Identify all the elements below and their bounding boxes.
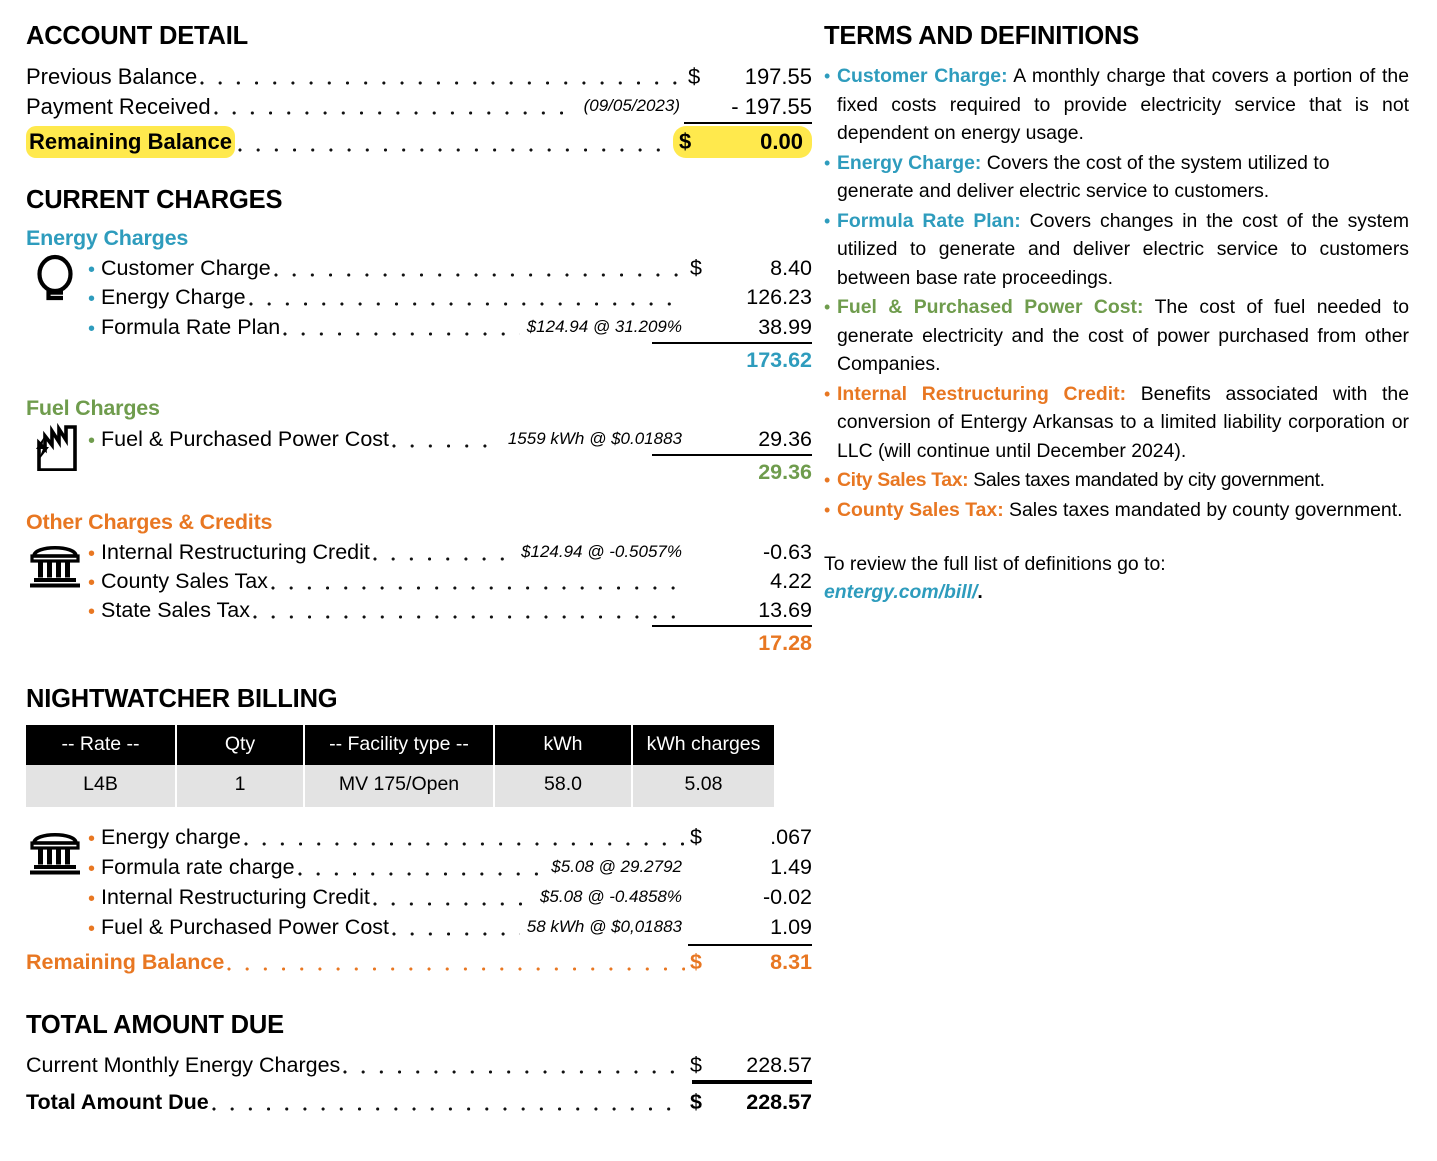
dot-leader xyxy=(227,967,685,971)
cell-rate: L4B xyxy=(26,765,176,807)
nw-row-fuel-purchased-power xyxy=(88,912,812,942)
dot-leader xyxy=(271,586,685,590)
definition-term: Fuel & Purchased Power Cost: xyxy=(837,296,1144,319)
row-amount: 228.57 xyxy=(746,1090,812,1115)
bullet-icon: • xyxy=(88,888,96,911)
dot-leader xyxy=(373,557,514,561)
group-title: Fuel Charges xyxy=(26,395,160,420)
dot-leader xyxy=(244,842,685,846)
cell-facility-type: MV 175/Open xyxy=(304,765,494,807)
bullet-icon: • xyxy=(88,601,96,624)
row-amount: 13.69 xyxy=(758,598,812,623)
nw-row-formula-rate-charge xyxy=(88,852,812,882)
row-label: Remaining Balance xyxy=(26,950,225,975)
dot-leader xyxy=(253,615,685,619)
dot-leader xyxy=(200,81,683,85)
row-amount: 38.99 xyxy=(758,314,812,339)
row-currency: $ xyxy=(690,1090,702,1115)
rate-detail: $124.94 @ 31.209% xyxy=(526,316,682,336)
row-amount: .067 xyxy=(770,825,812,850)
dot-leader xyxy=(214,111,577,115)
definition-text xyxy=(837,466,1409,495)
charge-row-customer-charge xyxy=(88,254,812,283)
bullet-icon: • xyxy=(88,258,96,281)
definition-text xyxy=(837,62,1409,148)
definition-customer-charge xyxy=(824,62,1409,148)
subtotal-amount: 173.62 xyxy=(746,347,812,372)
group-title: Other Charges & Credits xyxy=(26,509,273,534)
subtotal-rule xyxy=(688,944,812,946)
bullet-icon: • xyxy=(88,543,96,566)
row-currency: $ xyxy=(690,825,702,850)
subtotal-fuel-charges xyxy=(88,458,812,486)
account-detail-rows xyxy=(26,62,812,158)
charge-row-county-sales-tax xyxy=(88,567,812,596)
total-row-current-monthly-energy-charges xyxy=(26,1051,812,1080)
definition-formula-rate-plan xyxy=(824,207,1409,293)
row-label: Energy Charge xyxy=(101,284,246,309)
group-title: Energy Charges xyxy=(26,226,189,251)
row-label: State Sales Tax xyxy=(101,598,251,623)
definitions-list xyxy=(824,62,1409,524)
row-label: County Sales Tax xyxy=(101,569,268,594)
footnote-line: To review the full list of definitions go to: xyxy=(824,553,1166,576)
row-amount: -0.02 xyxy=(762,885,812,910)
definition-text xyxy=(837,293,1409,379)
dot-leader xyxy=(238,148,668,152)
definition-county-sales-tax xyxy=(824,496,1409,525)
bank-building-icon xyxy=(26,534,84,592)
bullet-icon: • xyxy=(824,499,831,520)
account-row-payment-received xyxy=(26,91,812,121)
rate-detail: $124.94 @ -0.5057% xyxy=(521,542,682,562)
account-row-remaining-balance xyxy=(26,126,812,158)
cell-kwh: 58.0 xyxy=(494,765,632,807)
bullet-icon: • xyxy=(824,297,831,318)
remaining-balance-amount-box xyxy=(673,126,812,158)
definition-text xyxy=(837,149,1409,206)
dot-leader xyxy=(392,932,520,936)
dot-leader xyxy=(392,444,501,448)
bank-building-icon xyxy=(26,821,84,879)
row-currency: $ xyxy=(690,950,702,975)
row-label-highlighted: Remaining Balance xyxy=(26,126,235,158)
group-body xyxy=(26,537,812,657)
row-label: Current Monthly Energy Charges xyxy=(26,1053,341,1078)
cell-qty: 1 xyxy=(176,765,304,807)
definition-text xyxy=(837,380,1409,466)
right-column xyxy=(812,0,1437,1161)
nightwatcher-billing-title: NIGHTWATCHER BILLING xyxy=(26,685,338,714)
dot-leader xyxy=(283,332,519,336)
definition-text xyxy=(837,207,1409,293)
nightwatcher-remaining-balance xyxy=(26,948,812,977)
footnote-link-period: . xyxy=(977,581,983,604)
group-nightwatcher-charges xyxy=(26,823,812,977)
table-header-row xyxy=(26,725,774,765)
row-label: Formula Rate Plan xyxy=(101,314,281,339)
dot-leader xyxy=(373,902,533,906)
bullet-icon: • xyxy=(824,383,831,404)
dot-leader xyxy=(249,302,685,306)
definition-text xyxy=(837,496,1409,525)
row-currency: $ xyxy=(690,1053,702,1078)
lightbulb-icon xyxy=(26,252,84,310)
charge-row-internal-restructuring-credit xyxy=(88,537,812,567)
subtotal-rule xyxy=(652,625,812,627)
row-amount: 1.49 xyxy=(770,855,812,880)
row-currency: $ xyxy=(690,255,702,280)
group-fuel-charges xyxy=(26,396,812,486)
power-plant-icon xyxy=(28,418,86,476)
charge-row-state-sales-tax xyxy=(88,596,812,625)
dot-leader xyxy=(212,1107,685,1111)
row-amount: 8.40 xyxy=(770,255,812,280)
bullet-icon: • xyxy=(824,210,831,231)
bullet-icon: • xyxy=(88,858,96,881)
bullet-icon: • xyxy=(88,918,96,941)
definition-term: City Sales Tax: xyxy=(837,469,969,492)
group-body xyxy=(26,254,812,374)
account-row-previous-balance xyxy=(26,62,812,91)
terms-and-definitions-title: TERMS AND DEFINITIONS xyxy=(824,22,1140,50)
subtotal-energy-charges xyxy=(88,346,812,374)
row-label: Formula rate charge xyxy=(101,855,295,880)
charge-row-formula-rate-plan xyxy=(88,312,812,342)
definition-fuel-purchased-power-cost xyxy=(824,293,1409,379)
row-label: Payment Received xyxy=(26,94,211,120)
definition-body: Covers the cost of the system utilized to generate and deliver electric service to customers. xyxy=(837,151,1330,203)
definition-body: The cost of fuel needed to generate electricity and the cost of power purchased from other Companies. xyxy=(837,296,1409,376)
nightwatcher-table xyxy=(26,725,774,807)
subtotal-rule xyxy=(684,122,812,124)
row-amount: 4.22 xyxy=(770,569,812,594)
definition-body: Benefits associated with the conversion of Entergy Arkansas to a limited liability corporation or LLC (will continue until December 2024). xyxy=(837,382,1409,462)
bullet-icon: • xyxy=(88,828,96,851)
charge-row-energy-charge xyxy=(88,283,812,312)
subtotal-rule xyxy=(652,454,812,456)
row-amount: 1.09 xyxy=(770,915,812,940)
total-double-rule xyxy=(692,1080,812,1084)
definition-city-sales-tax xyxy=(824,466,1409,495)
row-label: Energy charge xyxy=(101,825,241,850)
row-currency: $ xyxy=(679,129,692,155)
column-header-facility-type: -- Facility type -- xyxy=(304,725,494,765)
payment-date: (09/05/2023) xyxy=(583,96,680,116)
rate-detail: 1559 kWh @ $0.01883 xyxy=(507,428,682,448)
bullet-icon: • xyxy=(824,470,831,491)
nw-row-internal-restructuring-credit xyxy=(88,882,812,912)
table-row xyxy=(26,765,774,807)
row-amount: 8.31 xyxy=(770,950,812,975)
charge-row-fuel-purchased-power xyxy=(88,424,812,454)
row-label: Internal Restructuring Credit xyxy=(101,540,370,565)
cell-kwh-charges: 5.08 xyxy=(632,765,774,807)
row-currency: $ xyxy=(688,64,701,90)
rate-detail: $5.08 @ 29.2792 xyxy=(551,857,682,877)
column-header-rate: -- Rate -- xyxy=(26,725,176,765)
column-header-kwh-charges: kWh charges xyxy=(632,725,774,765)
bullet-icon: • xyxy=(824,66,831,87)
row-label: Fuel & Purchased Power Cost xyxy=(101,426,390,451)
subtotal-amount: 29.36 xyxy=(758,459,812,484)
footnote-link-line xyxy=(824,578,1409,606)
total-row-total-amount-due xyxy=(26,1088,812,1117)
group-energy-charges xyxy=(26,226,812,374)
row-amount: - 197.55 xyxy=(731,94,812,120)
entergy-bill-link[interactable]: entergy.com/bill/ xyxy=(824,581,978,604)
dot-leader xyxy=(298,872,545,876)
dot-leader xyxy=(274,273,685,277)
subtotal-amount: 17.28 xyxy=(758,631,812,656)
group-body xyxy=(26,424,812,486)
bullet-icon: • xyxy=(88,429,96,452)
column-header-kwh: kWh xyxy=(494,725,632,765)
row-label: Internal Restructuring Credit xyxy=(101,885,370,910)
row-label: Total Amount Due xyxy=(26,1090,209,1115)
subtotal-rule xyxy=(652,342,812,344)
row-label: Fuel & Purchased Power Cost xyxy=(101,915,390,940)
definition-body: A monthly charge that covers a portion of the fixed costs required to provide electricity service that is not dependent on energy usage. xyxy=(837,65,1409,145)
total-amount-due-block xyxy=(26,1011,812,1117)
definition-internal-restructuring-credit xyxy=(824,380,1409,466)
row-label: Previous Balance xyxy=(26,64,198,90)
column-header-qty: Qty xyxy=(176,725,304,765)
definition-body: Sales taxes mandated by county government. xyxy=(1003,498,1403,521)
row-amount: 228.57 xyxy=(746,1053,812,1078)
nw-row-energy-charge xyxy=(88,823,812,852)
definition-term: County Sales Tax: xyxy=(837,498,1004,521)
bullet-icon: • xyxy=(88,572,96,595)
bullet-icon: • xyxy=(88,287,96,310)
row-label: Customer Charge xyxy=(101,255,271,280)
definition-term: Customer Charge: xyxy=(837,65,1008,88)
current-charges-title: CURRENT CHARGES xyxy=(26,186,283,215)
row-amount: 29.36 xyxy=(758,426,812,451)
definition-term: Internal Restructuring Credit: xyxy=(837,382,1127,405)
definition-body: Covers changes in the cost of the system utilized to generate and deliver electric service to customers between base rate proceedings. xyxy=(837,209,1409,289)
definition-body: Sales taxes mandated by city government. xyxy=(968,469,1325,492)
definition-energy-charge xyxy=(824,149,1409,206)
row-amount: 197.55 xyxy=(744,64,812,90)
bullet-icon: • xyxy=(88,317,96,340)
dot-leader xyxy=(343,1070,685,1074)
row-amount: -0.63 xyxy=(762,540,812,565)
definition-term: Energy Charge: xyxy=(837,151,982,174)
definition-term: Formula Rate Plan: xyxy=(837,209,1021,232)
row-amount: 0.00 xyxy=(760,129,803,155)
group-other-charges-credits xyxy=(26,510,812,658)
total-amount-due-title: TOTAL AMOUNT DUE xyxy=(26,1011,284,1040)
rate-detail: $5.08 @ -0.4858% xyxy=(539,887,682,907)
account-detail-title: ACCOUNT DETAIL xyxy=(26,22,248,50)
bullet-icon: • xyxy=(824,152,831,173)
rate-detail: 58 kWh @ $0,01883 xyxy=(526,917,682,937)
subtotal-other-charges xyxy=(88,629,812,657)
group-body xyxy=(26,823,812,942)
definitions-footnote xyxy=(824,550,1409,606)
row-amount: 126.23 xyxy=(746,284,812,309)
